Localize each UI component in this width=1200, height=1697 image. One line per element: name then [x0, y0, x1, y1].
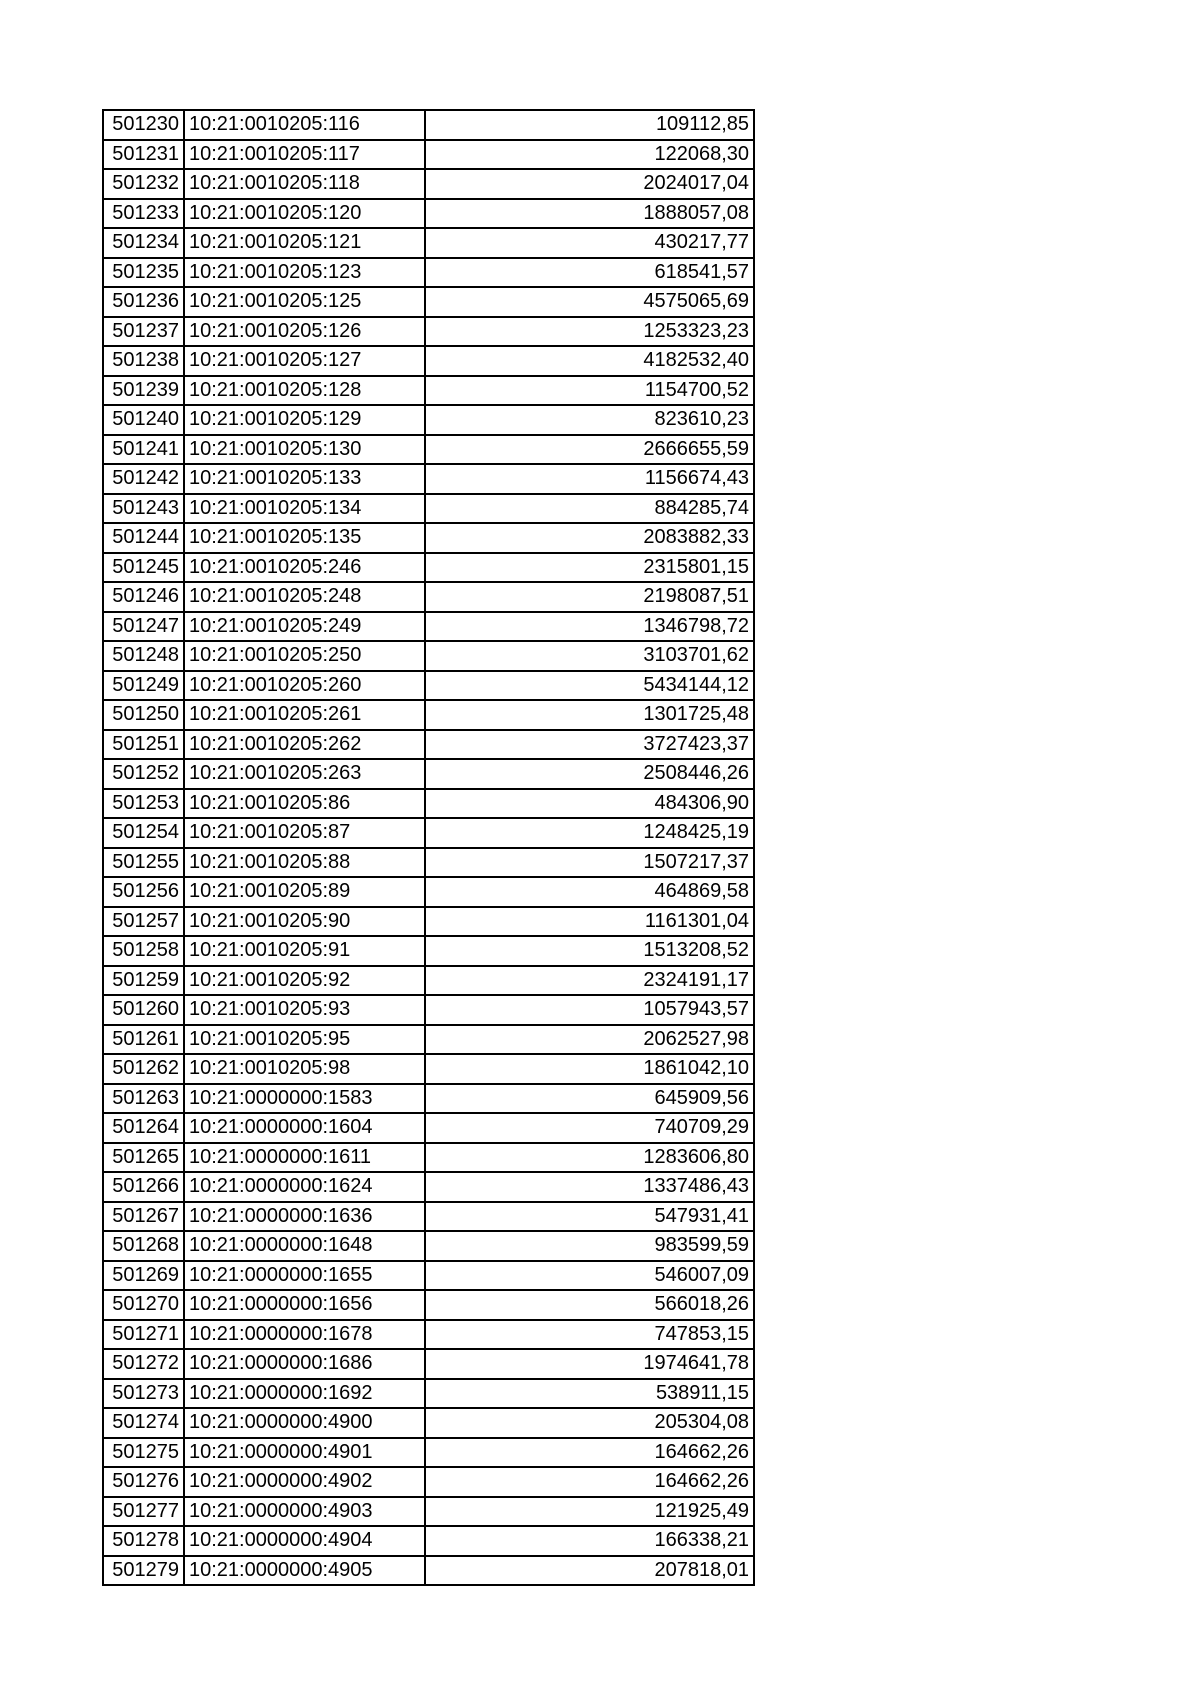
cadastral-number-cell: 10:21:0000000:1624 — [184, 1172, 425, 1202]
cadastral-number-cell: 10:21:0010205:134 — [184, 494, 425, 524]
value-cell: 464869,58 — [425, 877, 754, 907]
row-number-cell: 501273 — [103, 1379, 184, 1409]
value-cell: 2062527,98 — [425, 1025, 754, 1055]
table-row — [103, 730, 754, 760]
value-cell: 1161301,04 — [425, 907, 754, 937]
row-number-cell: 501242 — [103, 464, 184, 494]
row-number-cell: 501270 — [103, 1290, 184, 1320]
row-number-cell: 501261 — [103, 1025, 184, 1055]
row-number-cell: 501258 — [103, 936, 184, 966]
cadastral-number-cell: 10:21:0010205:86 — [184, 789, 425, 819]
value-cell: 884285,74 — [425, 494, 754, 524]
cadastral-number-cell: 10:21:0010205:91 — [184, 936, 425, 966]
row-number-cell: 501269 — [103, 1261, 184, 1291]
table-row — [103, 258, 754, 288]
row-number-cell: 501247 — [103, 612, 184, 642]
row-number-cell: 501244 — [103, 523, 184, 553]
row-number-cell: 501241 — [103, 435, 184, 465]
row-number-cell: 501271 — [103, 1320, 184, 1350]
row-number-cell: 501246 — [103, 582, 184, 612]
table-row — [103, 169, 754, 199]
value-cell: 122068,30 — [425, 140, 754, 170]
row-number-cell: 501231 — [103, 140, 184, 170]
value-cell: 538911,15 — [425, 1379, 754, 1409]
table-row — [103, 1084, 754, 1114]
row-number-cell: 501253 — [103, 789, 184, 819]
value-cell: 207818,01 — [425, 1556, 754, 1586]
value-cell: 1154700,52 — [425, 376, 754, 406]
table-row — [103, 1231, 754, 1261]
row-number-cell: 501259 — [103, 966, 184, 996]
cadastral-number-cell: 10:21:0010205:127 — [184, 346, 425, 376]
row-number-cell: 501256 — [103, 877, 184, 907]
value-cell: 2024017,04 — [425, 169, 754, 199]
row-number-cell: 501232 — [103, 169, 184, 199]
row-number-cell: 501277 — [103, 1497, 184, 1527]
row-number-cell: 501260 — [103, 995, 184, 1025]
value-cell: 3103701,62 — [425, 641, 754, 671]
value-cell: 2198087,51 — [425, 582, 754, 612]
value-cell: 484306,90 — [425, 789, 754, 819]
value-cell: 823610,23 — [425, 405, 754, 435]
table-row — [103, 1497, 754, 1527]
value-cell: 740709,29 — [425, 1113, 754, 1143]
table-row — [103, 848, 754, 878]
cadastral-number-cell: 10:21:0000000:1611 — [184, 1143, 425, 1173]
table-row — [103, 228, 754, 258]
cadastral-number-cell: 10:21:0010205:250 — [184, 641, 425, 671]
cadastral-number-cell: 10:21:0000000:1583 — [184, 1084, 425, 1114]
cadastral-number-cell: 10:21:0010205:263 — [184, 759, 425, 789]
row-number-cell: 501236 — [103, 287, 184, 317]
table-row — [103, 641, 754, 671]
table-row — [103, 759, 754, 789]
row-number-cell: 501275 — [103, 1438, 184, 1468]
row-number-cell: 501240 — [103, 405, 184, 435]
table-body — [103, 110, 754, 1585]
table-row — [103, 936, 754, 966]
table-row — [103, 523, 754, 553]
value-cell: 747853,15 — [425, 1320, 754, 1350]
row-number-cell: 501248 — [103, 641, 184, 671]
value-cell: 1861042,10 — [425, 1054, 754, 1084]
row-number-cell: 501237 — [103, 317, 184, 347]
table-row — [103, 405, 754, 435]
table-row — [103, 877, 754, 907]
value-cell: 1283606,80 — [425, 1143, 754, 1173]
table-row — [103, 1025, 754, 1055]
cadastral-number-cell: 10:21:0010205:116 — [184, 110, 425, 140]
row-number-cell: 501239 — [103, 376, 184, 406]
table-row — [103, 582, 754, 612]
cadastral-number-cell: 10:21:0010205:95 — [184, 1025, 425, 1055]
table-row — [103, 1556, 754, 1586]
table-row — [103, 1113, 754, 1143]
cadastral-number-cell: 10:21:0010205:121 — [184, 228, 425, 258]
value-cell: 3727423,37 — [425, 730, 754, 760]
cadastral-number-cell: 10:21:0000000:1604 — [184, 1113, 425, 1143]
row-number-cell: 501278 — [103, 1526, 184, 1556]
table-row — [103, 199, 754, 229]
row-number-cell: 501268 — [103, 1231, 184, 1261]
value-cell: 645909,56 — [425, 1084, 754, 1114]
row-number-cell: 501272 — [103, 1349, 184, 1379]
row-number-cell: 501257 — [103, 907, 184, 937]
cadastral-number-cell: 10:21:0000000:1686 — [184, 1349, 425, 1379]
table-row — [103, 1379, 754, 1409]
cadastral-number-cell: 10:21:0000000:1636 — [184, 1202, 425, 1232]
cadastral-number-cell: 10:21:0010205:123 — [184, 258, 425, 288]
value-cell: 1253323,23 — [425, 317, 754, 347]
table-row — [103, 1349, 754, 1379]
cadastral-number-cell: 10:21:0010205:92 — [184, 966, 425, 996]
value-cell: 1337486,43 — [425, 1172, 754, 1202]
value-cell: 1974641,78 — [425, 1349, 754, 1379]
row-number-cell: 501267 — [103, 1202, 184, 1232]
cadastral-number-cell: 10:21:0010205:118 — [184, 169, 425, 199]
value-cell: 2508446,26 — [425, 759, 754, 789]
value-cell: 2083882,33 — [425, 523, 754, 553]
value-cell: 166338,21 — [425, 1526, 754, 1556]
value-cell: 430217,77 — [425, 228, 754, 258]
table-row — [103, 907, 754, 937]
cadastral-number-cell: 10:21:0010205:130 — [184, 435, 425, 465]
value-cell: 164662,26 — [425, 1467, 754, 1497]
row-number-cell: 501238 — [103, 346, 184, 376]
cadastral-number-cell: 10:21:0000000:1648 — [184, 1231, 425, 1261]
cadastral-number-cell: 10:21:0000000:1678 — [184, 1320, 425, 1350]
cadastral-number-cell: 10:21:0000000:1655 — [184, 1261, 425, 1291]
row-number-cell: 501243 — [103, 494, 184, 524]
value-cell: 109112,85 — [425, 110, 754, 140]
table-row — [103, 1408, 754, 1438]
value-cell: 205304,08 — [425, 1408, 754, 1438]
value-cell: 2315801,15 — [425, 553, 754, 583]
value-cell: 618541,57 — [425, 258, 754, 288]
row-number-cell: 501265 — [103, 1143, 184, 1173]
value-cell: 546007,09 — [425, 1261, 754, 1291]
row-number-cell: 501250 — [103, 700, 184, 730]
cadastral-number-cell: 10:21:0010205:125 — [184, 287, 425, 317]
table-row — [103, 1467, 754, 1497]
table-row — [103, 612, 754, 642]
cadastral-number-cell: 10:21:0000000:4904 — [184, 1526, 425, 1556]
row-number-cell: 501255 — [103, 848, 184, 878]
value-cell: 983599,59 — [425, 1231, 754, 1261]
cadastral-number-cell: 10:21:0010205:246 — [184, 553, 425, 583]
table-row — [103, 1290, 754, 1320]
row-number-cell: 501234 — [103, 228, 184, 258]
cadastral-number-cell: 10:21:0010205:261 — [184, 700, 425, 730]
value-cell: 566018,26 — [425, 1290, 754, 1320]
table-row — [103, 1143, 754, 1173]
value-cell: 1156674,43 — [425, 464, 754, 494]
cadastral-value-table — [102, 109, 755, 1586]
row-number-cell: 501276 — [103, 1467, 184, 1497]
row-number-cell: 501249 — [103, 671, 184, 701]
cadastral-number-cell: 10:21:0010205:88 — [184, 848, 425, 878]
row-number-cell: 501266 — [103, 1172, 184, 1202]
table-row — [103, 818, 754, 848]
value-cell: 5434144,12 — [425, 671, 754, 701]
row-number-cell: 501263 — [103, 1084, 184, 1114]
table-row — [103, 376, 754, 406]
cadastral-number-cell: 10:21:0010205:89 — [184, 877, 425, 907]
value-cell: 1057943,57 — [425, 995, 754, 1025]
table-row — [103, 1320, 754, 1350]
row-number-cell: 501245 — [103, 553, 184, 583]
value-cell: 547931,41 — [425, 1202, 754, 1232]
cadastral-number-cell: 10:21:0010205:135 — [184, 523, 425, 553]
value-cell: 4575065,69 — [425, 287, 754, 317]
row-number-cell: 501230 — [103, 110, 184, 140]
cadastral-number-cell: 10:21:0010205:133 — [184, 464, 425, 494]
table-row — [103, 1526, 754, 1556]
cadastral-number-cell: 10:21:0000000:4900 — [184, 1408, 425, 1438]
cadastral-number-cell: 10:21:0010205:260 — [184, 671, 425, 701]
table-row — [103, 1261, 754, 1291]
cadastral-number-cell: 10:21:0010205:98 — [184, 1054, 425, 1084]
table-row — [103, 346, 754, 376]
row-number-cell: 501254 — [103, 818, 184, 848]
table-row — [103, 1172, 754, 1202]
cadastral-number-cell: 10:21:0010205:128 — [184, 376, 425, 406]
row-number-cell: 501252 — [103, 759, 184, 789]
table-row — [103, 1438, 754, 1468]
table-row — [103, 1202, 754, 1232]
cadastral-number-cell: 10:21:0000000:4903 — [184, 1497, 425, 1527]
cadastral-number-cell: 10:21:0000000:1692 — [184, 1379, 425, 1409]
cadastral-number-cell: 10:21:0010205:129 — [184, 405, 425, 435]
table-row — [103, 966, 754, 996]
table-row — [103, 700, 754, 730]
cadastral-number-cell: 10:21:0010205:262 — [184, 730, 425, 760]
row-number-cell: 501279 — [103, 1556, 184, 1586]
table-row — [103, 464, 754, 494]
cadastral-number-cell: 10:21:0010205:90 — [184, 907, 425, 937]
cadastral-number-cell: 10:21:0010205:249 — [184, 612, 425, 642]
value-cell: 164662,26 — [425, 1438, 754, 1468]
row-number-cell: 501233 — [103, 199, 184, 229]
cadastral-number-cell: 10:21:0000000:4905 — [184, 1556, 425, 1586]
table-row — [103, 995, 754, 1025]
table-row — [103, 671, 754, 701]
cadastral-number-cell: 10:21:0000000:4902 — [184, 1467, 425, 1497]
cadastral-number-cell: 10:21:0000000:4901 — [184, 1438, 425, 1468]
value-cell: 1507217,37 — [425, 848, 754, 878]
table-row — [103, 317, 754, 347]
cadastral-number-cell: 10:21:0010205:120 — [184, 199, 425, 229]
cadastral-number-cell: 10:21:0010205:248 — [184, 582, 425, 612]
cadastral-number-cell: 10:21:0010205:126 — [184, 317, 425, 347]
value-cell: 2666655,59 — [425, 435, 754, 465]
row-number-cell: 501262 — [103, 1054, 184, 1084]
cadastral-number-cell: 10:21:0010205:87 — [184, 818, 425, 848]
table-row — [103, 494, 754, 524]
row-number-cell: 501264 — [103, 1113, 184, 1143]
cadastral-number-cell: 10:21:0010205:93 — [184, 995, 425, 1025]
value-cell: 1301725,48 — [425, 700, 754, 730]
table-row — [103, 789, 754, 819]
value-cell: 2324191,17 — [425, 966, 754, 996]
table-row — [103, 1054, 754, 1084]
value-cell: 4182532,40 — [425, 346, 754, 376]
value-cell: 121925,49 — [425, 1497, 754, 1527]
value-cell: 1346798,72 — [425, 612, 754, 642]
table-row — [103, 140, 754, 170]
table-row — [103, 287, 754, 317]
table-row — [103, 553, 754, 583]
cadastral-number-cell: 10:21:0010205:117 — [184, 140, 425, 170]
table-row — [103, 110, 754, 140]
row-number-cell: 501274 — [103, 1408, 184, 1438]
table-row — [103, 435, 754, 465]
cadastral-number-cell: 10:21:0000000:1656 — [184, 1290, 425, 1320]
value-cell: 1513208,52 — [425, 936, 754, 966]
row-number-cell: 501251 — [103, 730, 184, 760]
value-cell: 1248425,19 — [425, 818, 754, 848]
value-cell: 1888057,08 — [425, 199, 754, 229]
row-number-cell: 501235 — [103, 258, 184, 288]
